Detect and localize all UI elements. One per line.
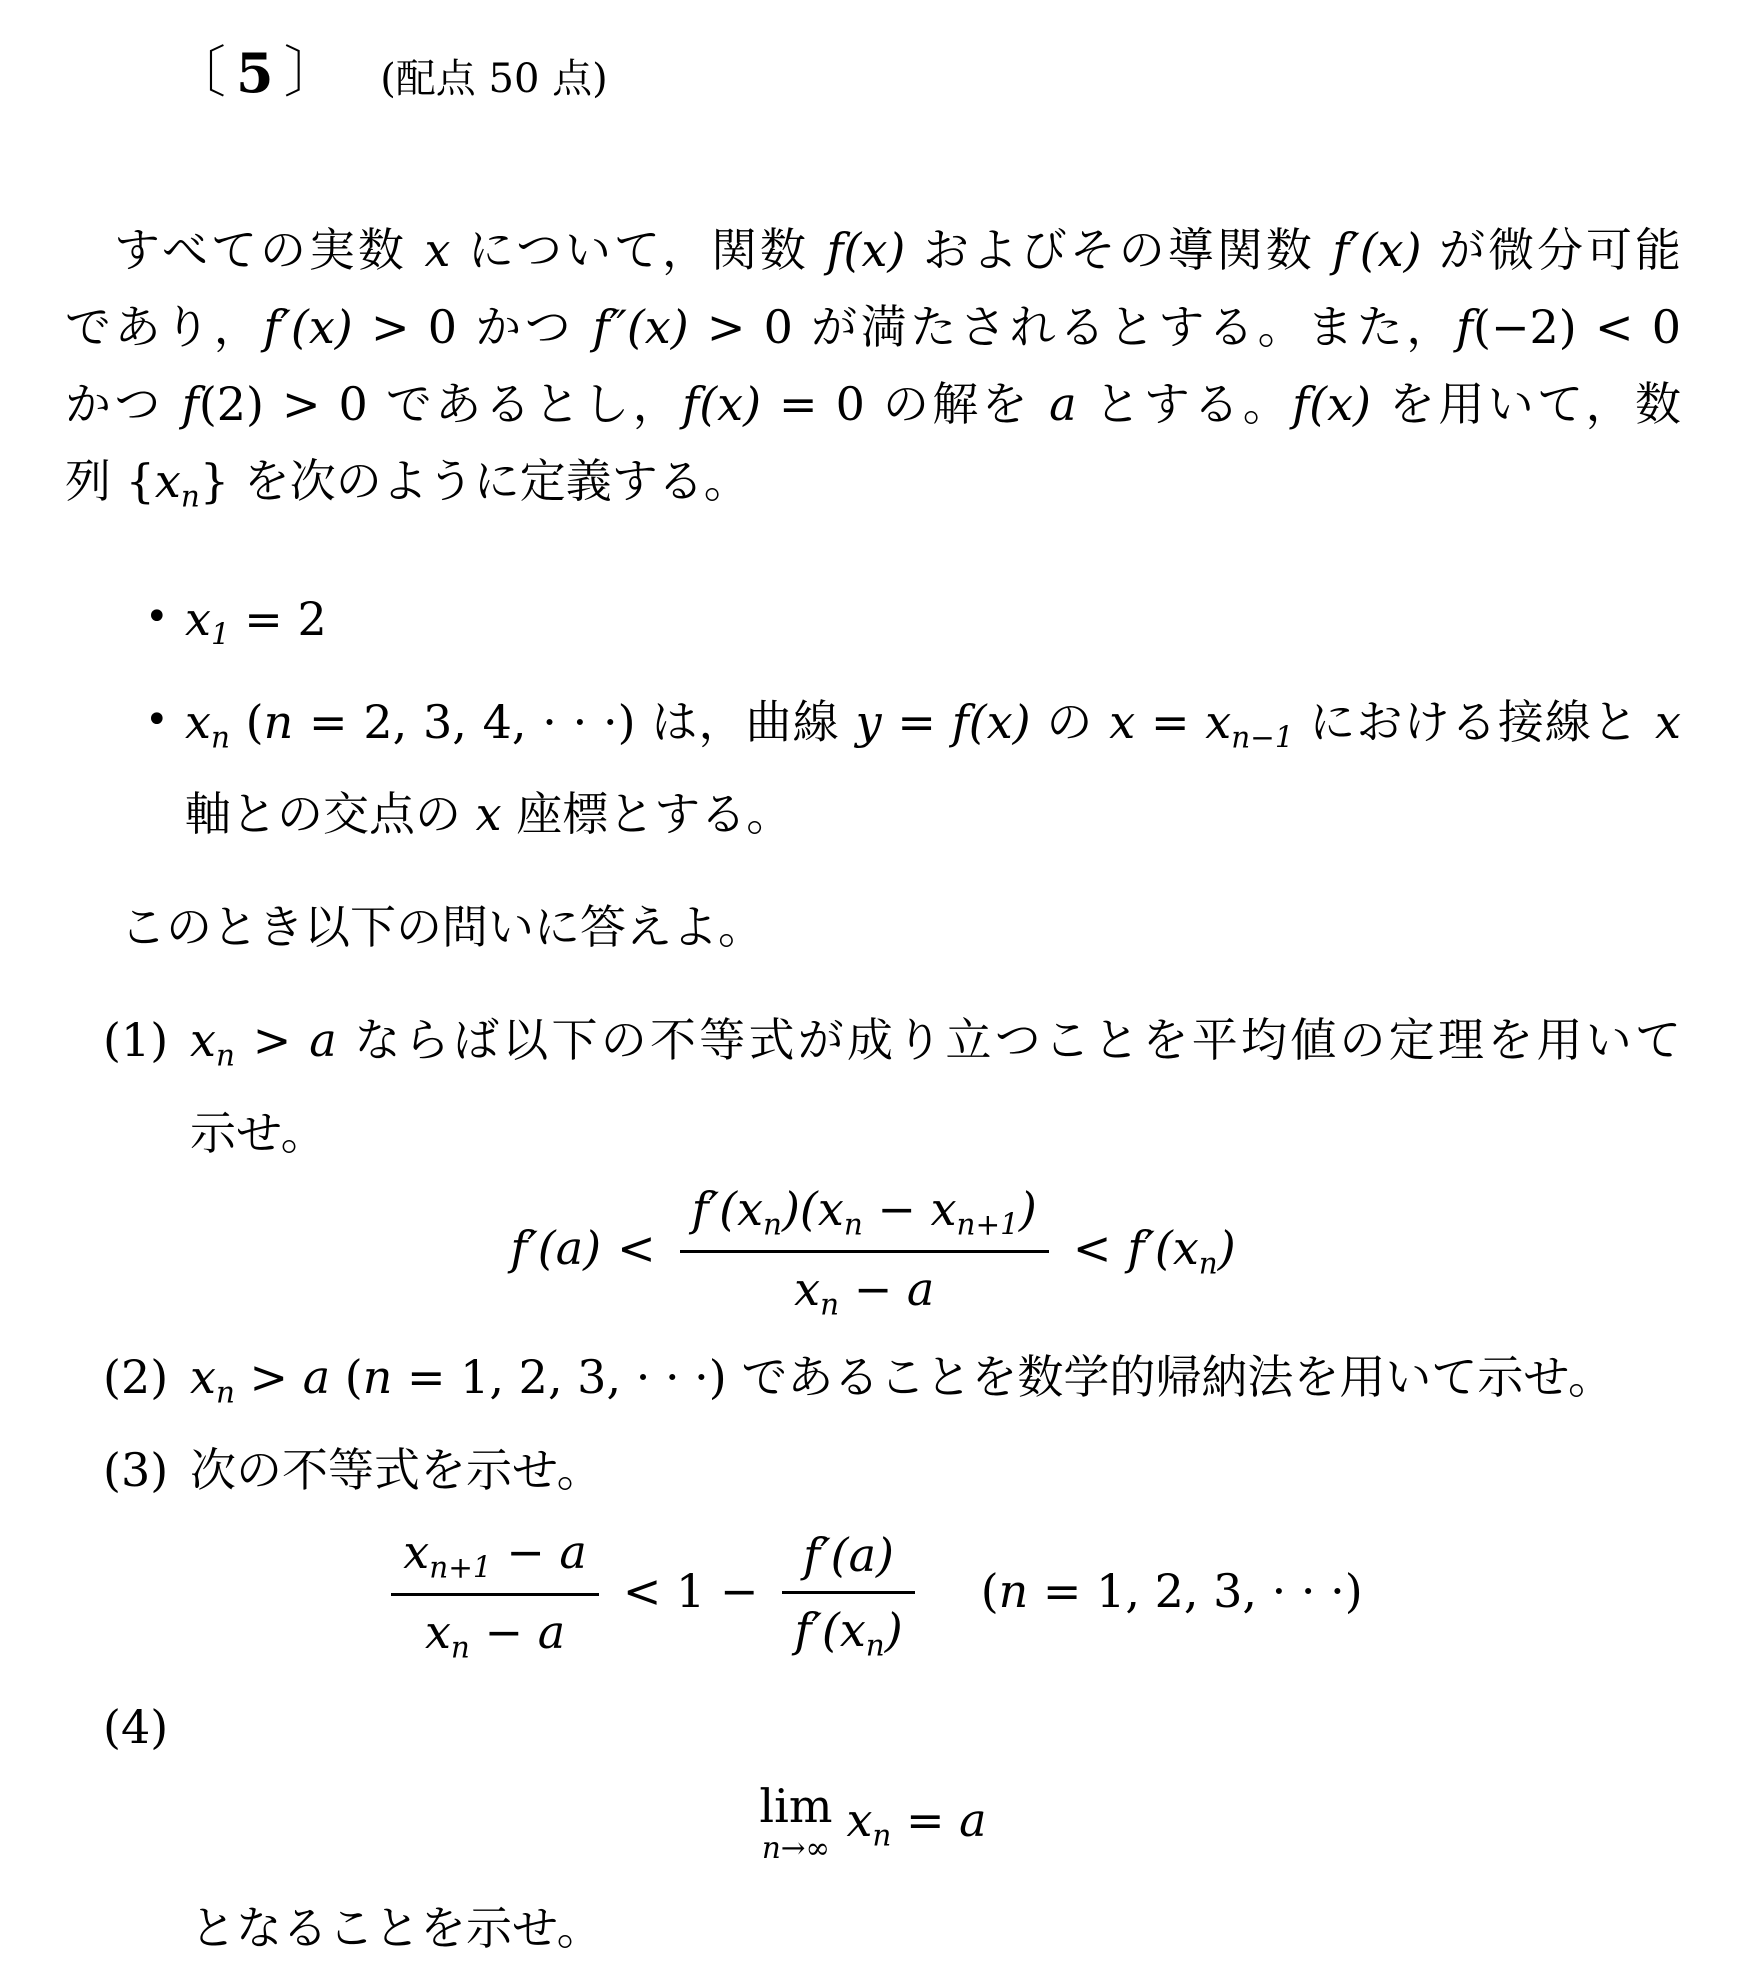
questions-prompt	[65, 889, 1681, 966]
text-run: = 1, 2, 3, · · ·)	[1028, 1563, 1363, 1618]
text-run: f′(x	[1127, 1220, 1199, 1275]
text-run: (	[980, 1563, 999, 1618]
text-run: すべての実数	[114, 223, 425, 277]
text-run: x	[424, 1605, 451, 1660]
text-run: y	[855, 694, 882, 749]
text-run: = 1, 2, 3, · · ·) であることを数学的帰納法を用いて示せ。	[392, 1350, 1614, 1405]
intro-line-1	[65, 212, 1681, 289]
text-run: x	[190, 1013, 216, 1068]
text-run: が微分可能	[1421, 223, 1682, 277]
text-run: x	[403, 1524, 430, 1579]
text-run: n	[872, 1818, 892, 1853]
fraction-numerator	[782, 1526, 914, 1591]
text-run: n+1	[956, 1207, 1019, 1242]
text-run: −	[469, 1605, 538, 1660]
text-run: = 2, 3, 4, · · ·) は，曲線	[293, 694, 856, 749]
question-1-line-2	[190, 1095, 1681, 1172]
text-run: n	[450, 1630, 470, 1665]
text-run: } を次のように定義する。	[199, 454, 750, 508]
text-run: x	[154, 454, 181, 508]
text-run: (	[229, 694, 264, 749]
question-2-line-1	[190, 1339, 1681, 1431]
text-run: 次の不等式を示せ。	[190, 1442, 603, 1497]
intro-paragraph	[65, 212, 1681, 535]
text-run: f(x)	[1292, 377, 1371, 431]
text-run: とする。	[1076, 377, 1293, 431]
text-run: a	[906, 1262, 935, 1317]
question-1-line-1	[190, 1002, 1681, 1094]
text-run: x	[185, 694, 211, 749]
fraction-denominator	[391, 1593, 599, 1666]
fraction	[391, 1523, 599, 1667]
list-item	[65, 581, 1681, 673]
text-run: a	[559, 1524, 587, 1579]
text-run: =	[891, 1793, 960, 1848]
text-run: 列 {	[65, 454, 155, 508]
text-run: (2) > 0 であるとし，	[198, 377, 683, 431]
text-run: n	[865, 1627, 885, 1662]
text-run: −	[491, 1524, 560, 1579]
question-1	[65, 1002, 1681, 1171]
definition-item-2-line-1	[185, 684, 1681, 776]
problem-header	[170, 30, 1681, 116]
formula-1-lhs	[510, 1221, 601, 1275]
question-4	[65, 1689, 1681, 1766]
text-run: x	[1655, 694, 1681, 749]
intro-line-4	[65, 443, 1681, 535]
formula-qualifier	[981, 1564, 1363, 1618]
limit-subscript	[759, 1832, 832, 1864]
text-run: (−2) < 0	[1473, 300, 1681, 354]
limit-operator	[759, 1778, 833, 1865]
text-run: 座標とする。	[501, 787, 793, 842]
bullet-icon: •	[145, 696, 169, 743]
text-run: )	[1018, 1181, 1037, 1236]
text-run: )	[1217, 1220, 1236, 1275]
text-run: a	[309, 1013, 337, 1068]
text-run: x	[190, 1350, 216, 1405]
text-run: x	[475, 787, 502, 842]
sequence-definition-list	[65, 581, 1681, 853]
question-2-number: (2)	[103, 1350, 169, 1405]
text-run: n	[215, 1038, 235, 1073]
text-run: f″(x)	[592, 300, 689, 354]
formula-limit	[65, 1778, 1681, 1865]
text-run: n	[210, 720, 230, 755]
text-run: )(x	[781, 1181, 844, 1236]
problem-number: 5	[236, 41, 274, 105]
text-run: 1	[210, 617, 230, 652]
text-run: n−1	[1231, 720, 1294, 755]
text-run: であり，	[65, 300, 264, 354]
text-run: の	[1030, 694, 1110, 749]
text-run: ならば以下の不等式が成り立つことを平均値の定理を用いて	[336, 1013, 1681, 1068]
problem-number-bracket-close: 〕	[283, 41, 340, 106]
text-run: かつ	[65, 377, 182, 431]
text-run: について，関数	[450, 223, 827, 277]
text-run: x	[794, 1262, 821, 1317]
text-run: −	[839, 1262, 907, 1317]
question-4-number: (4)	[103, 1699, 169, 1754]
formula-1-rhs	[1127, 1220, 1236, 1280]
text-run: f(x)	[826, 223, 906, 277]
text-run: f	[181, 377, 199, 431]
text-run: 軸との交点の	[185, 787, 476, 842]
fraction-numerator	[680, 1180, 1049, 1250]
text-run: f(x)	[951, 694, 1031, 749]
text-run: x	[930, 1181, 957, 1236]
question-2	[65, 1339, 1681, 1431]
question-3-line-1	[190, 1432, 1681, 1509]
text-run: n+1	[429, 1550, 492, 1585]
text-run: f′(x	[794, 1602, 866, 1657]
fraction	[680, 1180, 1049, 1324]
intro-line-2	[65, 289, 1681, 366]
text-run: n	[843, 1207, 863, 1242]
text-run: x	[846, 1793, 873, 1848]
list-item	[65, 684, 1681, 853]
question-3-number: (3)	[103, 1442, 169, 1497]
text-run: > 0 かつ	[352, 300, 593, 354]
text-run: >	[234, 1350, 303, 1405]
text-run: を用いて，数	[1370, 377, 1682, 431]
text-run: = 0 の解を	[761, 377, 1050, 431]
text-run: =	[1135, 694, 1206, 749]
text-run: n	[763, 1207, 782, 1242]
question-4-line-1	[190, 1689, 1681, 1766]
limit-body	[846, 1793, 986, 1852]
text-run: a	[959, 1793, 987, 1848]
text-run: x	[1109, 694, 1136, 749]
text-run: f′(x)	[1332, 223, 1422, 277]
less-than-sign: <	[1072, 1220, 1112, 1275]
text-run: およびその導関数	[905, 223, 1333, 277]
definition-item-2-line-2	[185, 776, 1681, 853]
text-run: f′(a)	[510, 1220, 602, 1275]
text-run: n	[263, 694, 294, 749]
text-run: x	[1205, 694, 1232, 749]
text-run: 示せ。	[190, 1105, 327, 1160]
text-run: n	[1198, 1245, 1218, 1280]
text-run: このとき以下の問いに答えよ。	[120, 900, 764, 955]
text-run: n	[362, 1350, 393, 1405]
text-run: )	[884, 1602, 903, 1657]
text-run: f	[1456, 300, 1474, 354]
formula-mean-value-inequality	[65, 1180, 1681, 1324]
text-run: n	[215, 1375, 235, 1410]
text-run: (	[330, 1350, 363, 1405]
closing-line	[65, 1890, 1681, 1967]
relation-sign: < 1 −	[622, 1563, 759, 1618]
text-run: f′(x	[691, 1181, 764, 1236]
text-run: a	[537, 1605, 566, 1660]
text-run: f′(a)	[803, 1527, 894, 1582]
text-run: −	[862, 1181, 931, 1236]
text-run: n	[180, 479, 200, 514]
text-run: f(x)	[682, 377, 762, 431]
problem-number-bracket-open: 〔	[170, 41, 226, 106]
text-run: =	[881, 694, 952, 749]
fraction	[782, 1526, 914, 1664]
text-run: f′(x)	[263, 300, 353, 354]
text-run: a	[1049, 377, 1077, 431]
text-run: となることを示せ。	[190, 1901, 603, 1956]
bullet-icon: •	[145, 594, 169, 641]
definition-item-1	[185, 581, 1681, 673]
question-1-number: (1)	[103, 1013, 169, 1068]
fraction-denominator	[680, 1250, 1049, 1323]
less-than-sign: <	[617, 1220, 656, 1275]
text-run: x	[424, 223, 451, 277]
text-run: n	[761, 1830, 781, 1865]
text-run: > 0 が満たされるとする。また，	[688, 300, 1456, 354]
fraction-denominator	[782, 1591, 914, 1664]
fraction-numerator	[391, 1523, 599, 1593]
limit-word: lim	[759, 1778, 833, 1833]
intro-line-3	[65, 366, 1681, 443]
points-note: (配点 50 点)	[380, 56, 608, 102]
text-run: >	[234, 1013, 310, 1068]
text-run: n	[998, 1563, 1029, 1618]
text-run: x	[185, 592, 211, 647]
text-run: →∞	[780, 1830, 830, 1865]
text-run: a	[302, 1350, 331, 1405]
text-run: n	[820, 1287, 840, 1322]
text-run: = 2	[229, 592, 327, 647]
formula-ratio-inequality	[65, 1523, 1681, 1667]
text-run: における接線と	[1293, 694, 1656, 749]
question-3	[65, 1432, 1681, 1509]
